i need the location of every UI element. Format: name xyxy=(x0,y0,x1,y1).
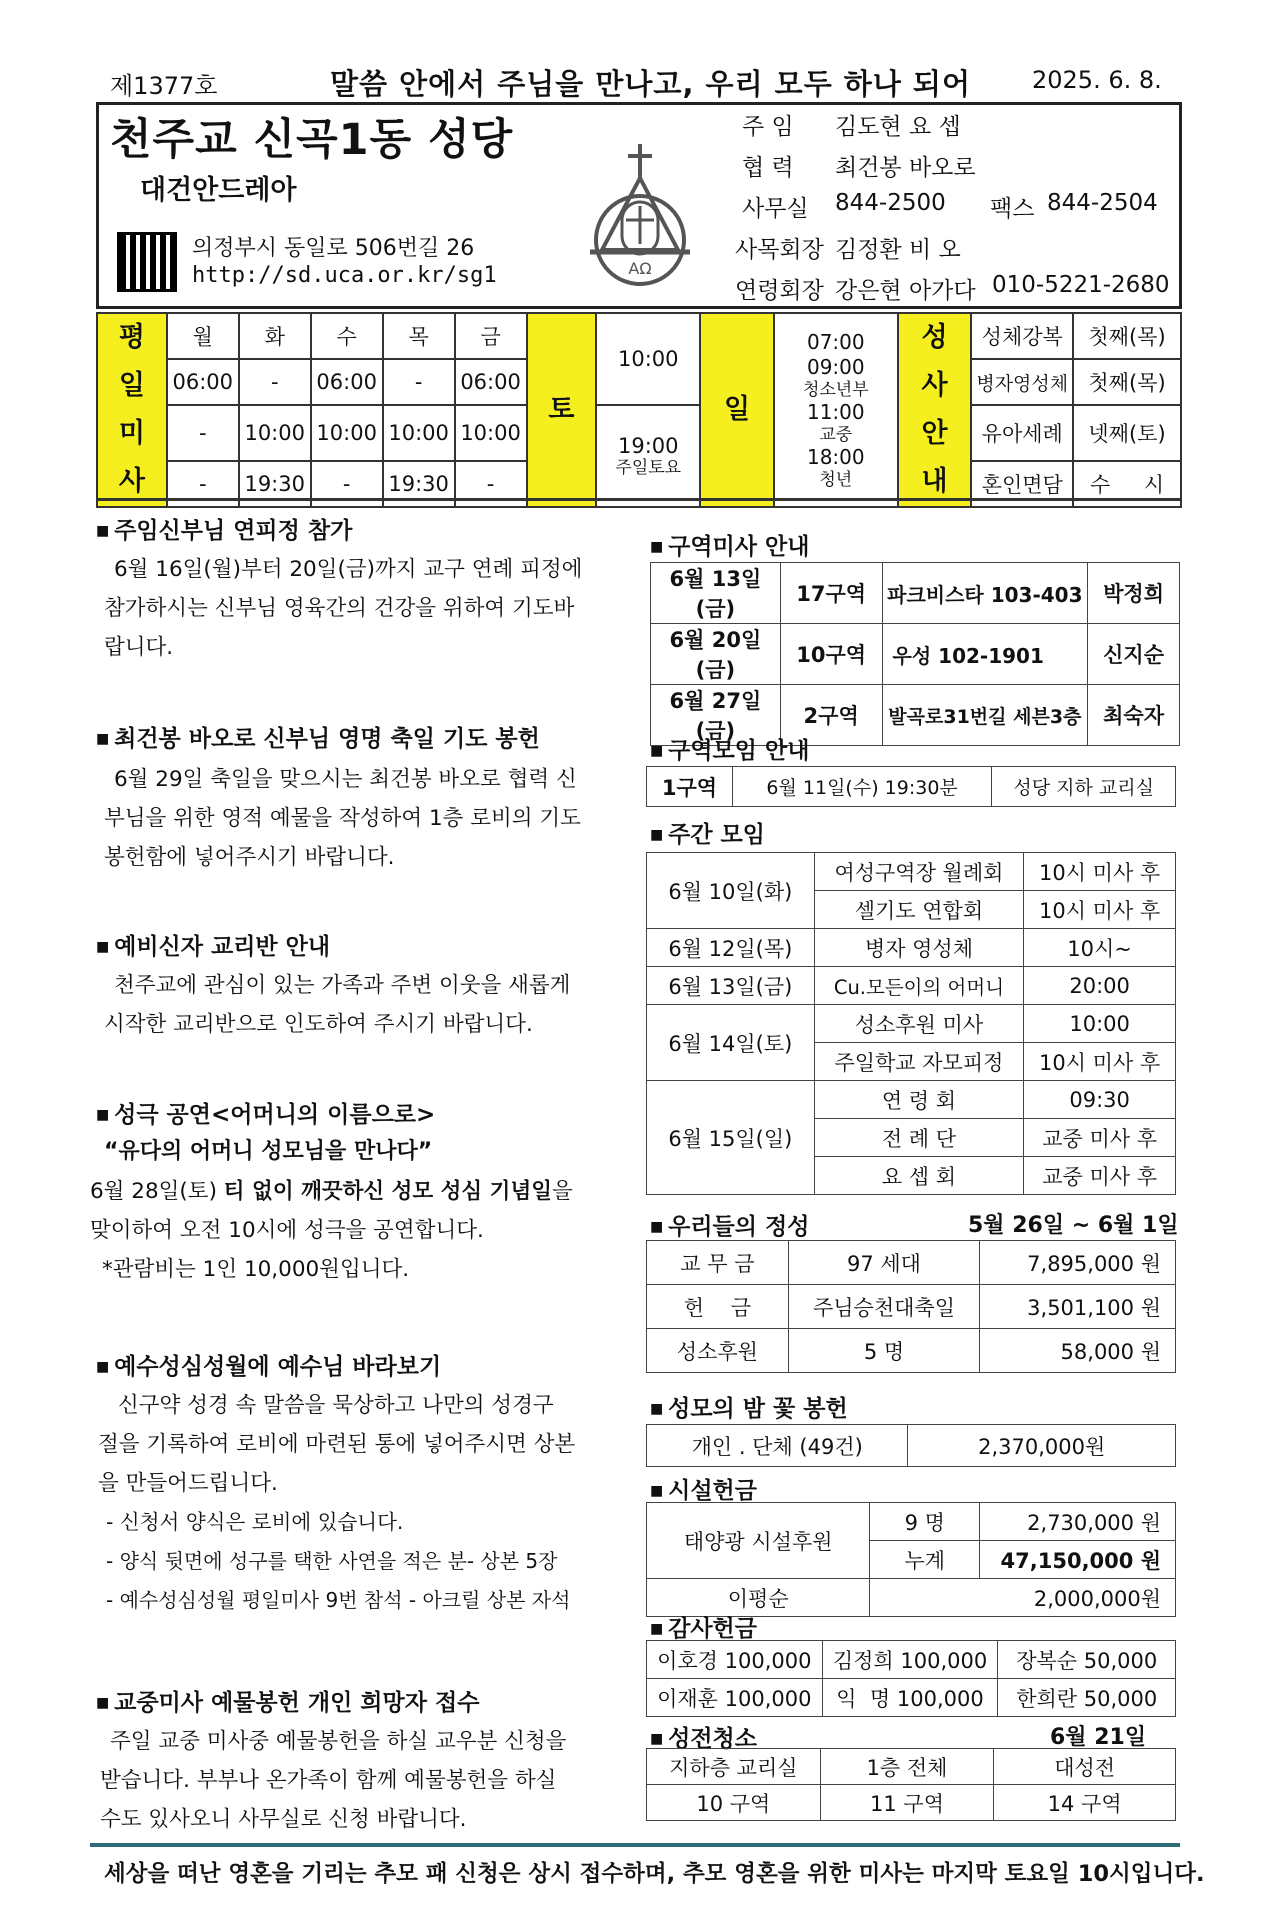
mass-time: - xyxy=(167,461,239,507)
sacrament-when: 수 시 xyxy=(1073,461,1181,507)
table-cell: 발곡로31번길 세븐3층 xyxy=(882,685,1088,746)
table-cell: 주일학교 자모피정 xyxy=(814,1043,1024,1081)
section-title-sacred-heart: ■ 예수성심성월에 예수님 바라보기 xyxy=(96,1348,441,1381)
table-cell: 14 구역 xyxy=(994,1785,1176,1821)
section-title-feast: ■ 최건봉 바오로 신부님 영명 축일 기도 봉헌 xyxy=(96,720,540,753)
sat-time-1: 10:00 xyxy=(596,313,700,405)
section-title-thanks: ■ 감사헌금 xyxy=(650,1610,757,1643)
section-title-catechism: ■ 예비신자 교리반 안내 xyxy=(96,928,330,961)
table-cell: 17구역 xyxy=(780,563,882,624)
table-cell: 교중 미사 후 xyxy=(1024,1157,1176,1195)
table-cell: 6월 20일(금) xyxy=(651,624,781,685)
table-cell: 58,000 원 xyxy=(980,1329,1176,1373)
table-cell: 전 례 단 xyxy=(814,1119,1024,1157)
mass-time: 10:00 xyxy=(239,405,311,461)
mass-time: 10:00 xyxy=(311,405,383,461)
section-body-sacred-heart: 신구약 성경 속 말씀을 묵상하고 나만의 성경구 절을 기록하여 로비에 마련된 통에 넣어주시면 상본 을 만들어드립니다. - 신청서 양식은 로비에 있습니다. - 양식 뒷면에 성구를 택한 사연을 적은 분- 상본 5장 - 예수성심성월 평일미사 9번 참석 - 아크릴 상본 자석 xyxy=(98,1393,576,1612)
table-cell: 10시 미사 후 xyxy=(1024,853,1176,891)
mass-time: - xyxy=(311,461,383,507)
table-cell: 개인 . 단체 (49건) xyxy=(647,1425,908,1467)
table-cell: 한희란 50,000 xyxy=(998,1679,1176,1717)
table-cell: 헌 금 xyxy=(647,1285,789,1329)
table-cell: 교 무 금 xyxy=(647,1241,789,1285)
table-cell: 성소후원 xyxy=(647,1329,789,1373)
footer-notice: 세상을 떠난 영혼을 기리는 추모 패 신청은 상시 접수하며, 추모 영혼을 위한 미사는 마지막 토요일 10시입니다. xyxy=(104,1861,1205,1887)
section-title-offerings: ■ 우리들의 정성 xyxy=(650,1208,809,1241)
sacrament-name: 성체강복 xyxy=(971,313,1073,359)
qr-code-icon[interactable] xyxy=(117,232,177,292)
table-cell: 1구역 xyxy=(647,767,733,807)
divider xyxy=(96,498,1182,501)
table-cell: 이재훈 100,000 xyxy=(647,1679,823,1717)
staff-role-1: 주 임 xyxy=(742,114,794,140)
mass-time: 10:00 xyxy=(383,405,455,461)
address: 의정부시 동일로 506번길 26 xyxy=(192,236,475,261)
cleaning-date: 6월 21일 xyxy=(1050,1725,1147,1750)
mass-time: - xyxy=(455,461,527,507)
section-body-feast: 6월 29일 축일을 맞으시는 최건봉 바오로 협력 신 부님을 위한 영적 예물을 작성하여 1층 로비의 기도 봉헌함에 넣어주시기 바랍니다. xyxy=(104,767,581,870)
weekday-mass-label: 평 일 미 사 xyxy=(97,313,167,507)
table-cell: 익 명 100,000 xyxy=(822,1679,998,1717)
fax-number: 844-2504 xyxy=(1047,190,1158,216)
sacrament-name: 혼인면담 xyxy=(971,461,1073,507)
fax-label: 팩스 xyxy=(990,196,1035,222)
table-cell: 지하층 교리실 xyxy=(647,1749,821,1785)
table-cell: 김정희 100,000 xyxy=(822,1641,998,1679)
section-title-flower: ■ 성모의 밤 꽃 봉헌 xyxy=(650,1390,848,1423)
mass-schedule-table xyxy=(96,312,1182,508)
table-cell: 박정희 xyxy=(1088,563,1180,624)
sat-time-2: 19:00 주일토요 xyxy=(596,405,700,507)
sacrament-label: 성 사 안 내 xyxy=(898,313,972,507)
mass-time: 10:00 xyxy=(455,405,527,461)
sacrament-when: 첫째(목) xyxy=(1073,359,1181,405)
thanks-table xyxy=(646,1640,1176,1717)
section-body-retreat: 6월 16일(월)부터 20일(금)까지 교구 연례 피정에 참가하시는 신부님 영육간의 건강을 위하여 기도바 랍니다. xyxy=(104,557,583,660)
office-phone: 844-2500 xyxy=(835,190,946,216)
day-thu: 목 xyxy=(383,313,455,359)
table-cell: 우성 102-1901 xyxy=(882,624,1088,685)
section-title-district-meeting: ■ 구역모임 안내 xyxy=(650,732,809,765)
table-cell: 이호경 100,000 xyxy=(647,1641,823,1679)
day-fri: 금 xyxy=(455,313,527,359)
table-cell: 이평순 xyxy=(647,1579,870,1617)
section-title-cleaning: ■ 성전청소 xyxy=(650,1720,757,1753)
staff-name-2: 최건봉 바오로 xyxy=(835,155,976,181)
table-cell: 태양광 시설후원 xyxy=(647,1503,870,1579)
table-cell: 2,730,000 원 xyxy=(980,1503,1176,1541)
parish-logo-icon xyxy=(580,140,700,295)
table-cell: 10시 미사 후 xyxy=(1024,891,1176,929)
offerings-period: 5월 26일 ~ 6월 1일 xyxy=(968,1213,1179,1238)
table-cell: 성당 지하 교리실 xyxy=(992,767,1176,807)
table-cell: 신지순 xyxy=(1088,624,1180,685)
day-tue: 화 xyxy=(239,313,311,359)
table-cell: 7,895,000 원 xyxy=(980,1241,1176,1285)
table-cell: 20:00 xyxy=(1024,967,1176,1005)
table-cell: 셀기도 연합회 xyxy=(814,891,1024,929)
footer-divider xyxy=(90,1843,1180,1847)
table-cell: 9 명 xyxy=(870,1503,980,1541)
mass-time: 19:30 xyxy=(383,461,455,507)
section-title-weekly: ■ 주간 모임 xyxy=(650,816,765,849)
section-body-play: 6월 28일(토) 티 없이 깨끗하신 성모 성심 기념일을 맞이하여 오전 10시에 성극을 공연합니다. *관람비는 1인 10,000원입니다. xyxy=(90,1179,573,1282)
table-cell: 5 명 xyxy=(788,1329,979,1373)
table-cell: 6월 10일(화) xyxy=(647,853,815,929)
flower-table xyxy=(646,1424,1176,1467)
table-cell: 누계 xyxy=(870,1541,980,1579)
table-cell: 10시~ xyxy=(1024,929,1176,967)
issue-date: 2025. 6. 8. xyxy=(1032,66,1162,94)
table-cell: 10:00 xyxy=(1024,1005,1176,1043)
table-cell: 주님승천대축일 xyxy=(788,1285,979,1329)
table-cell: 연 령 회 xyxy=(814,1081,1024,1119)
table-cell: 10 구역 xyxy=(647,1785,821,1821)
table-cell: 6월 13일(금) xyxy=(647,967,815,1005)
issue-number: 제1377호 xyxy=(110,72,218,100)
staff-role-4: 사목회장 xyxy=(735,237,824,263)
section-title-facility: ■ 시설헌금 xyxy=(650,1472,757,1505)
table-cell: 대성전 xyxy=(994,1749,1176,1785)
offerings-table xyxy=(646,1240,1176,1373)
mass-time: 06:00 xyxy=(455,359,527,405)
staff-role-3: 사무실 xyxy=(742,196,809,222)
table-cell: 6월 11일(수) 19:30분 xyxy=(732,767,992,807)
table-cell: 6월 27일(금) xyxy=(651,685,781,746)
table-cell: 병자 영성체 xyxy=(814,929,1024,967)
section-title-district-mass: ■ 구역미사 안내 xyxy=(650,528,809,561)
section-body-catechism: 천주교에 관심이 있는 가족과 주변 이웃을 새롭게 시작한 교리반으로 인도하여 주시기 바랍니다. xyxy=(104,973,571,1037)
staff-name-5: 강은현 아가다 xyxy=(835,278,976,304)
district-meeting-table xyxy=(646,766,1176,807)
sacrament-when: 넷째(토) xyxy=(1073,405,1181,461)
staff-phone-5: 010-5221-2680 xyxy=(992,272,1170,298)
table-cell: 6월 12일(목) xyxy=(647,929,815,967)
district-mass-table xyxy=(650,562,1180,746)
mass-time: - xyxy=(239,359,311,405)
table-cell: 2구역 xyxy=(780,685,882,746)
play-subtitle: “유다의 어머니 성모님을 만나다” xyxy=(104,1139,433,1164)
saturday-label: 토 xyxy=(527,313,597,507)
table-cell: Cu.모든이의 어머니 xyxy=(814,967,1024,1005)
mass-time: - xyxy=(167,405,239,461)
facility-table xyxy=(646,1502,1176,1617)
sunday-label: 일 xyxy=(700,313,774,507)
table-cell: 1층 전체 xyxy=(820,1749,994,1785)
motto: 말씀 안에서 주님을 만나고, 우리 모두 하나 되어 xyxy=(330,67,971,101)
table-cell: 요 셉 회 xyxy=(814,1157,1024,1195)
table-cell: 10구역 xyxy=(780,624,882,685)
staff-role-2: 협 력 xyxy=(742,155,794,181)
table-cell: 47,150,000 원 xyxy=(980,1541,1176,1579)
website-link[interactable]: http://sd.uca.or.kr/sg1 xyxy=(192,263,497,288)
table-cell: 2,000,000원 xyxy=(870,1579,1176,1617)
table-cell: 파크비스타 103-403 xyxy=(882,563,1088,624)
table-cell: 09:30 xyxy=(1024,1081,1176,1119)
table-cell: 여성구역장 월례회 xyxy=(814,853,1024,891)
sunday-times: 07:00 09:00 청소년부 11:00 교중 18:00 청년 xyxy=(774,313,898,507)
mass-time: - xyxy=(383,359,455,405)
table-cell: 3,501,100 원 xyxy=(980,1285,1176,1329)
table-cell: 97 세대 xyxy=(788,1241,979,1285)
table-cell: 장복순 50,000 xyxy=(998,1641,1176,1679)
section-title-play: ■ 성극 공연<어머니의 이름으로> xyxy=(96,1096,435,1129)
table-cell: 11 구역 xyxy=(820,1785,994,1821)
sacrament-name: 병자영성체 xyxy=(971,359,1073,405)
section-body-offering: 주일 교중 미사중 예물봉헌을 하실 교우분 신청을 받습니다. 부부나 온가족이 함께 예물봉헌을 하실 수도 있사오니 사무실로 신청 바랍니다. xyxy=(100,1729,567,1832)
table-cell: 교중 미사 후 xyxy=(1024,1119,1176,1157)
parish-name: 천주교 신곡1동 성당 xyxy=(110,115,514,165)
mass-time: 06:00 xyxy=(311,359,383,405)
day-mon: 월 xyxy=(167,313,239,359)
section-title-offering: ■ 교중미사 예물봉헌 개인 희망자 접수 xyxy=(96,1684,479,1717)
sacrament-name: 유아세례 xyxy=(971,405,1073,461)
day-wed: 수 xyxy=(311,313,383,359)
staff-name-1: 김도현 요 셉 xyxy=(835,114,961,140)
table-cell: 10시 미사 후 xyxy=(1024,1043,1176,1081)
table-cell: 6월 15일(일) xyxy=(647,1081,815,1195)
weekly-meetings-table xyxy=(646,852,1176,1195)
table-cell: 6월 13일(금) xyxy=(651,563,781,624)
section-title-retreat: ■ 주임신부님 연피정 참가 xyxy=(96,512,352,545)
table-cell: 6월 14일(토) xyxy=(647,1005,815,1081)
logo-text: AΩ xyxy=(628,259,652,278)
table-cell: 성소후원 미사 xyxy=(814,1005,1024,1043)
patron-saint: 대건안드레아 xyxy=(140,175,297,206)
mass-time: 19:30 xyxy=(239,461,311,507)
staff-role-5: 연령회장 xyxy=(735,278,824,304)
staff-name-4: 김정환 비 오 xyxy=(835,237,961,263)
cleaning-table xyxy=(646,1748,1176,1821)
table-cell: 최숙자 xyxy=(1088,685,1180,746)
mass-time: 06:00 xyxy=(167,359,239,405)
sacrament-when: 첫째(목) xyxy=(1073,313,1181,359)
table-cell: 2,370,000원 xyxy=(908,1425,1176,1467)
